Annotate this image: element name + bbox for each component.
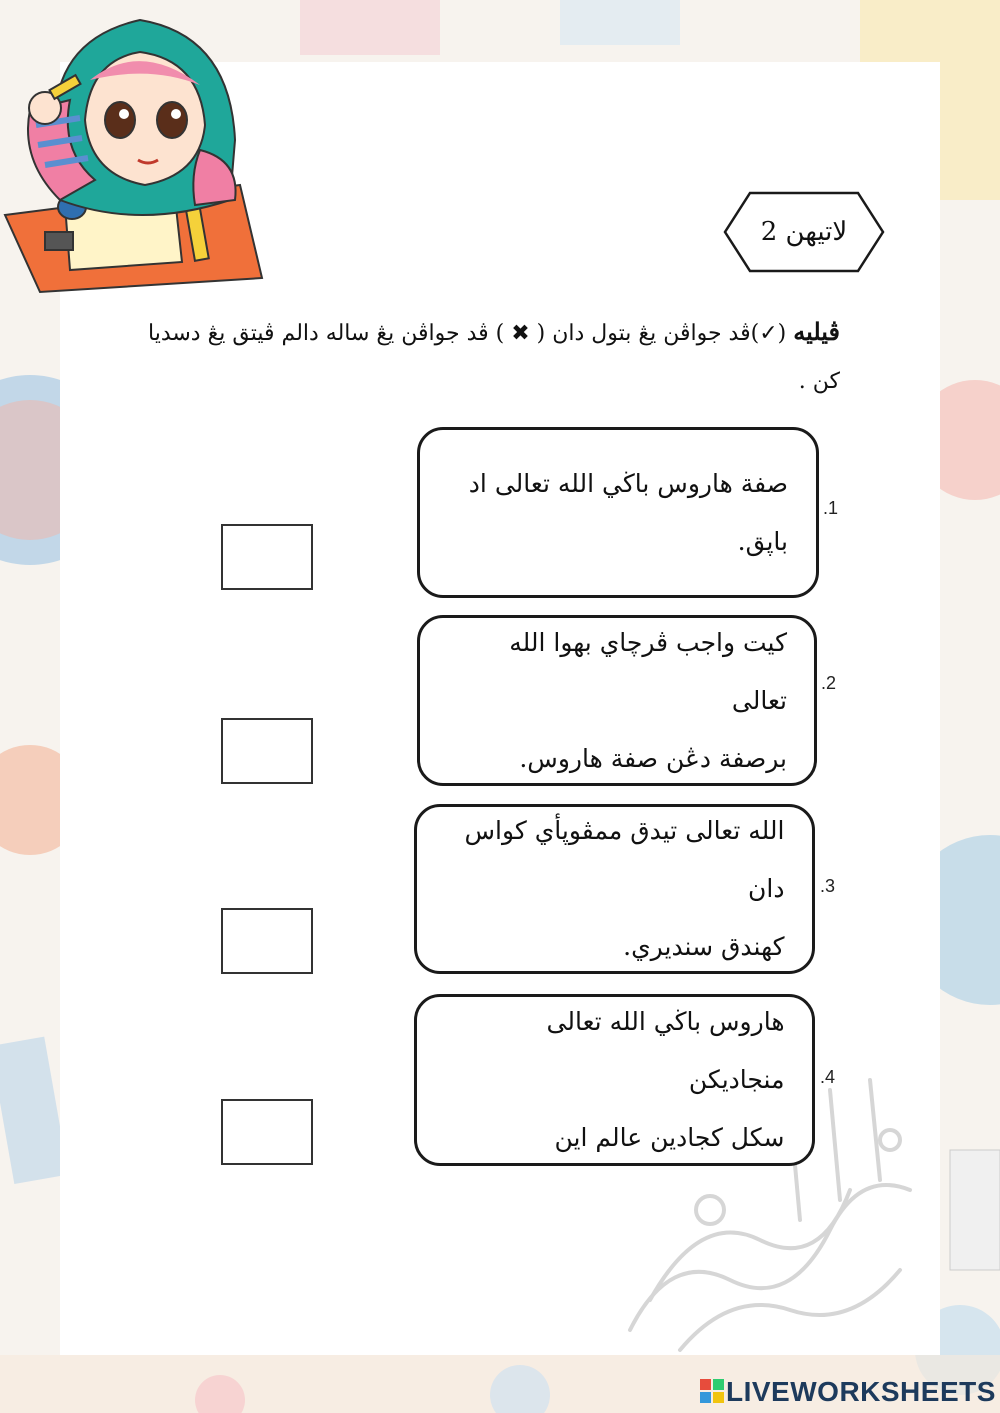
liveworksheets-icon xyxy=(700,1379,726,1405)
answer-box-1[interactable] xyxy=(221,524,313,590)
instruction-body: (✓)ڤد جواڤن يڠ بتول دان ( ✖ ) ڤد جواڤن يڠ ساله دالم ڤيتق يڠ دسديا كن . xyxy=(148,321,840,394)
statement-number-1: .1 xyxy=(823,498,839,518)
statement-text-2 xyxy=(447,614,787,788)
exercise-title: لاتيهن 2 xyxy=(760,217,848,247)
statement-box-1 xyxy=(417,427,819,598)
statement-box-3 xyxy=(414,804,815,974)
statement-3-line-1: الله تعالى تيدق ممڤوڽأي كواس دان xyxy=(464,816,785,903)
statement-box-2 xyxy=(417,615,817,786)
statement-text-4 xyxy=(445,993,785,1167)
statement-box-4 xyxy=(414,994,815,1166)
instruction-bold: ڤيليه xyxy=(793,317,840,346)
statement-number-2: .2 xyxy=(821,673,837,693)
statement-2-line-2: برصفة دڠن صفة هاروس. xyxy=(519,743,787,773)
answer-box-4[interactable] xyxy=(221,1099,313,1165)
statement-3-line-2: كهندق سنديري. xyxy=(623,932,785,961)
statement-number-4: .4 xyxy=(820,1067,836,1087)
answer-box-2[interactable] xyxy=(221,718,313,784)
student-illustration xyxy=(0,0,265,295)
liveworksheets-logo[interactable] xyxy=(700,1376,996,1408)
statement-1-line-1: صفة هاروس باڬي الله تعالى اد باڽق. xyxy=(468,468,788,556)
statement-text-1 xyxy=(448,455,788,571)
statement-text-3 xyxy=(445,802,785,976)
answer-box-3[interactable] xyxy=(221,908,313,974)
statement-2-line-1: كيت واجب ڤرچاي بهوا الله تعالى xyxy=(509,627,787,715)
statement-number-3: .3 xyxy=(820,876,836,896)
exercise-title-badge xyxy=(722,190,886,274)
statement-4-line-2: سكل كجادين عالم اين xyxy=(554,1123,785,1152)
instruction-text xyxy=(140,308,840,406)
brand-name: LIVEWORKSHEETS xyxy=(726,1376,996,1407)
statement-4-line-1: هاروس باڬي الله تعالى منجاديكن xyxy=(546,1007,785,1094)
